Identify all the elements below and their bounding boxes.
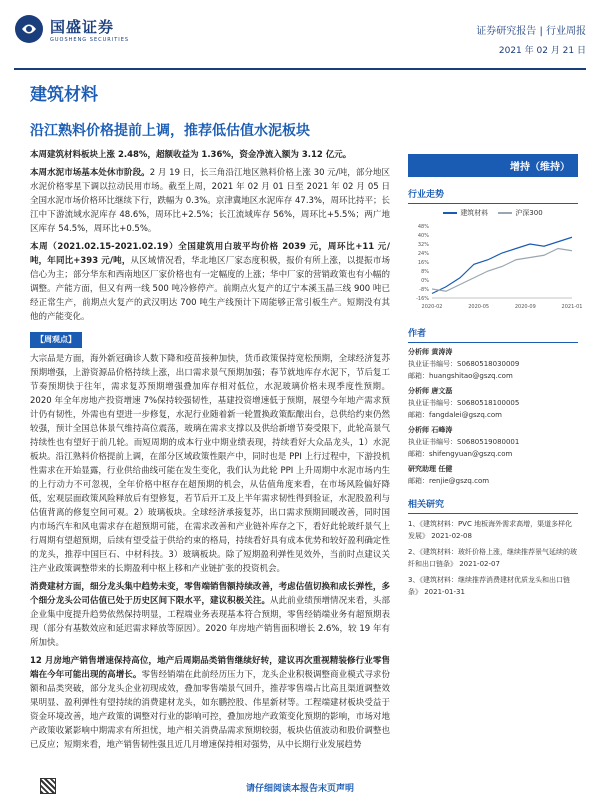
y-tick-label: 32%: [417, 242, 429, 248]
analyst-name: 分析师 唐文磊: [408, 387, 453, 395]
legend-item-b: 沪深300: [498, 208, 542, 218]
analyst-entry: [408, 346, 578, 382]
analyst-cert: 执业证书编号：S0680519080001: [408, 438, 520, 446]
cement-paragraph: 本周水泥市场基本处休市阶段。2 月 19 日，长三角沿江地区熟料价格上涨 30 元/吨，部分地区水泥价格零星下调以拉动民用市场。截至上周，2021 年 02 月 01 日至 2021 年 02 月 05 日全国水泥市场价格环比继续下行，跌幅为 0.3%。京津冀地区水泥库存 47.3%，周环比持平；长江中下游流域水泥库存 48.6%，周环比+2.5%；长江流域库存 56%，周环比+5.5%；两广地区库存 54.5%，周环比+0.5%。: [30, 168, 391, 234]
report-meta: [476, 22, 586, 56]
summary-paragraph: 本周建筑材料板块上涨 2.48%，超额收益为 1.36%，资金净流入额为 3.12 亿元。: [30, 150, 352, 160]
series-line: [432, 249, 572, 292]
weekly-view-tag: 【周观点】: [30, 332, 82, 348]
glass-paragraph: 本周（2021.02.15-2021.02.19）全国建筑用白玻平均价格 2039 元，周环比+11 元/吨，年同比+393 元/吨，从区域情况看，华北地区厂家态度积极，报价有所上涨，以提振市场信心为主；部分华东和西南地区厂家价格也有一定幅度的上涨；华中厂家的营销政策也有小幅的调整。产能方面，但又有两一线 500 吨冷修停产。前期点火复产的辽宁本溪玉晶三线 900 吨已经正常生产，前期点火复产的武汉明达 700 吨生产线预计下周能够正常引板生产。短期没有其他的产能变化。: [30, 242, 390, 322]
logo-en: GUOSHENG SECURITIES: [50, 36, 130, 43]
sector-title: 建筑材料: [30, 85, 98, 105]
analyst-entry: [408, 463, 578, 487]
main-body: [30, 148, 390, 756]
analyst-cert: 执业证书编号：S0680518100005: [408, 399, 520, 407]
analyst-entry: [408, 424, 578, 460]
y-tick-label: -16%: [416, 296, 429, 302]
trend-chart: [408, 222, 583, 312]
x-tick-label: 2020-09: [514, 304, 536, 310]
legend-item-a: 建筑材料: [443, 208, 488, 218]
view-paragraph: 大宗品是方面，海外新冠确诊人数下降和疫苗接种加快，货币政策保持宽松预期，全球经济复苏预期增强，上游资源品价格持续上涨，出口需求景气预期加强；春节就地库存水泥下，节后复工节奏预期快于往年，需求复苏预期增强叠加库存相对低位，水泥玻璃价格未现季度性预期。2020 年全年房地产投资增速 7%保持较强韧性，基建投资增速低于预期，展望今年地产需求预计仍有韧性，外需也有望进一步修复，水泥行业随着新一轮置换政策酝酿出台，总供给约束仍然较强，预计全国总体景气维持高位震荡，玻璃在需求支撑以及供给新增节奏受限下，此轮高景气持续性也有望好于前几轮。而短周期的成本行业中期业绩表现，持续看好大众品龙头，1）水泥板块。沿江熟料价格提前上调，在部分区域政策性限产中，同时也是 PPI 上行过程中，下游投机性需求在开始显露，行业供给曲线可能在发生变化，我们认为此轮 PPI 上升周期中水泥市场内生的上行动力不可忽视，全年价格中枢存在超预期的机会，从估值角度来看，在市场风险偏好降低，宏观层面政策风险释放后有望修复，若节后开工及上半年需求韧性得到验证，水泥股盈利与估值背离的修复空间可观。2）玻璃板块。全球经济承接复苏，出口需求预期回暖改善，同时国内市场汽车和风电需求存在超预期可能，在需求改善和产业链补库存之下，看好此轮玻纤景气上行周期有望超预期，后续有望受益于供给约束的格局，持续看好具有成本优势和较好盈利确定性的龙头，推荐中国巨石、中材科技。3）玻璃板块。除了短期盈利弹性见效外，当前时点建议关注产业政策调整带来的长期盈利中枢上移和产业链扩张的投资机会。: [30, 354, 390, 574]
analyst-email: 邮箱：huangshitao@gszq.com: [408, 372, 513, 380]
analyst-name: 分析师 石峰涛: [408, 426, 453, 434]
realestate-paragraph: 12 月房地产销售增速保持高位，地产后周期品类销售继续好转，建议再次重视精装修行业零售端在今年可能出现的高增长。零售经销端在此前经历压力下，龙头企业积极调整商业模式寻求份额和品类突破，部分龙头企业初现成效，叠加零售端景气回升，推荐零售端占比高且渠道调整效果明显、盈利弹性有望持续的消费建材龙头，如东鹏控股、伟星新材等。工程端建材板块受益于资金环境改善，地产政策的调整对行业的影响可控，叠加房地产政策变化预期的影响，市场对地产政策收紧影响中期需求有所担忧，地产相关消费品需求预期较弱，板块估值波动和股价调整也已反应；短期来看，地产销售韧性强且近几月增速保持相对强势，从中长期行业发展趋势: [30, 656, 390, 750]
related-report[interactable]: 2、《建筑材料：玻纤价格上涨，继续推荐景气延续的玻纤和出口链条》 2021-02-07: [408, 548, 577, 568]
analyst-name: 研究助理 任健: [408, 465, 453, 473]
author-title: 作者: [408, 326, 578, 343]
logo-mark-icon: [14, 14, 44, 44]
analyst-entry: [408, 385, 578, 421]
y-tick-label: 8%: [421, 269, 429, 275]
report-date: 2021 年 02 月 21 日: [498, 46, 586, 56]
report-headline: 沿江熟料价格提前上调，推荐低估值水泥板块: [30, 123, 310, 139]
chart-legend: [408, 208, 578, 218]
rating-badge: 增持（维持）: [408, 154, 578, 177]
consumer-paragraph: 消费建材方面，细分龙头集中趋势未变，零售端销售额持续改善，考虑估值切换和成长弹性，多个细分龙头公司估值已处于历史区间下限水平，建议积极关注。从此前业绩预增情况来看，头部企业集中度提升趋势依然保持明显，工程端业务表现基本符合预期，零售经销端业务有超预期表现（部分有基数效应和延迟需求释放等原因）。2020 年房地产销售面积增长 2.6%，较 19 年有所加快。: [30, 582, 390, 648]
trend-title: 行业走势: [408, 187, 578, 204]
footer-note: 请仔细阅读本报告末页声明: [245, 784, 354, 794]
sidebar: [408, 148, 583, 598]
logo: [14, 14, 129, 44]
series-line: [432, 237, 572, 293]
header-divider: [14, 68, 586, 70]
y-tick-label: 0%: [421, 278, 429, 284]
analyst-email: 邮箱：fangdalei@gszq.com: [408, 411, 502, 419]
related-report[interactable]: 3、《建筑材料：继续推荐消费建材优质龙头和出口链条》 2021-01-31: [408, 576, 570, 596]
y-tick-label: 24%: [417, 251, 429, 257]
analyst-name: 分析师 黄涛涛: [408, 348, 453, 356]
y-tick-label: -8%: [419, 287, 429, 293]
x-tick-label: 2020-02: [421, 304, 443, 310]
analyst-cert: 执业证书编号：S0680518030009: [408, 360, 520, 368]
x-tick-label: 2020-05: [468, 304, 490, 310]
report-type: 证券研究报告 | 行业周报: [476, 26, 586, 37]
y-tick-label: 40%: [417, 233, 429, 239]
analyst-email: 邮箱：renjie@gszq.com: [408, 477, 490, 485]
y-tick-label: 48%: [417, 224, 429, 230]
analyst-email: 邮箱：shifengyuan@gszq.com: [408, 450, 513, 458]
x-tick-label: 2021-01: [561, 304, 583, 310]
y-tick-label: 16%: [417, 260, 429, 266]
logo-cn: 国盛证券: [50, 17, 115, 36]
related-title: 相关研究: [408, 497, 578, 514]
related-report[interactable]: 1、《建筑材料：PVC 地板海外需求高增，渠道多样化发展》 2021-02-08: [408, 520, 573, 540]
